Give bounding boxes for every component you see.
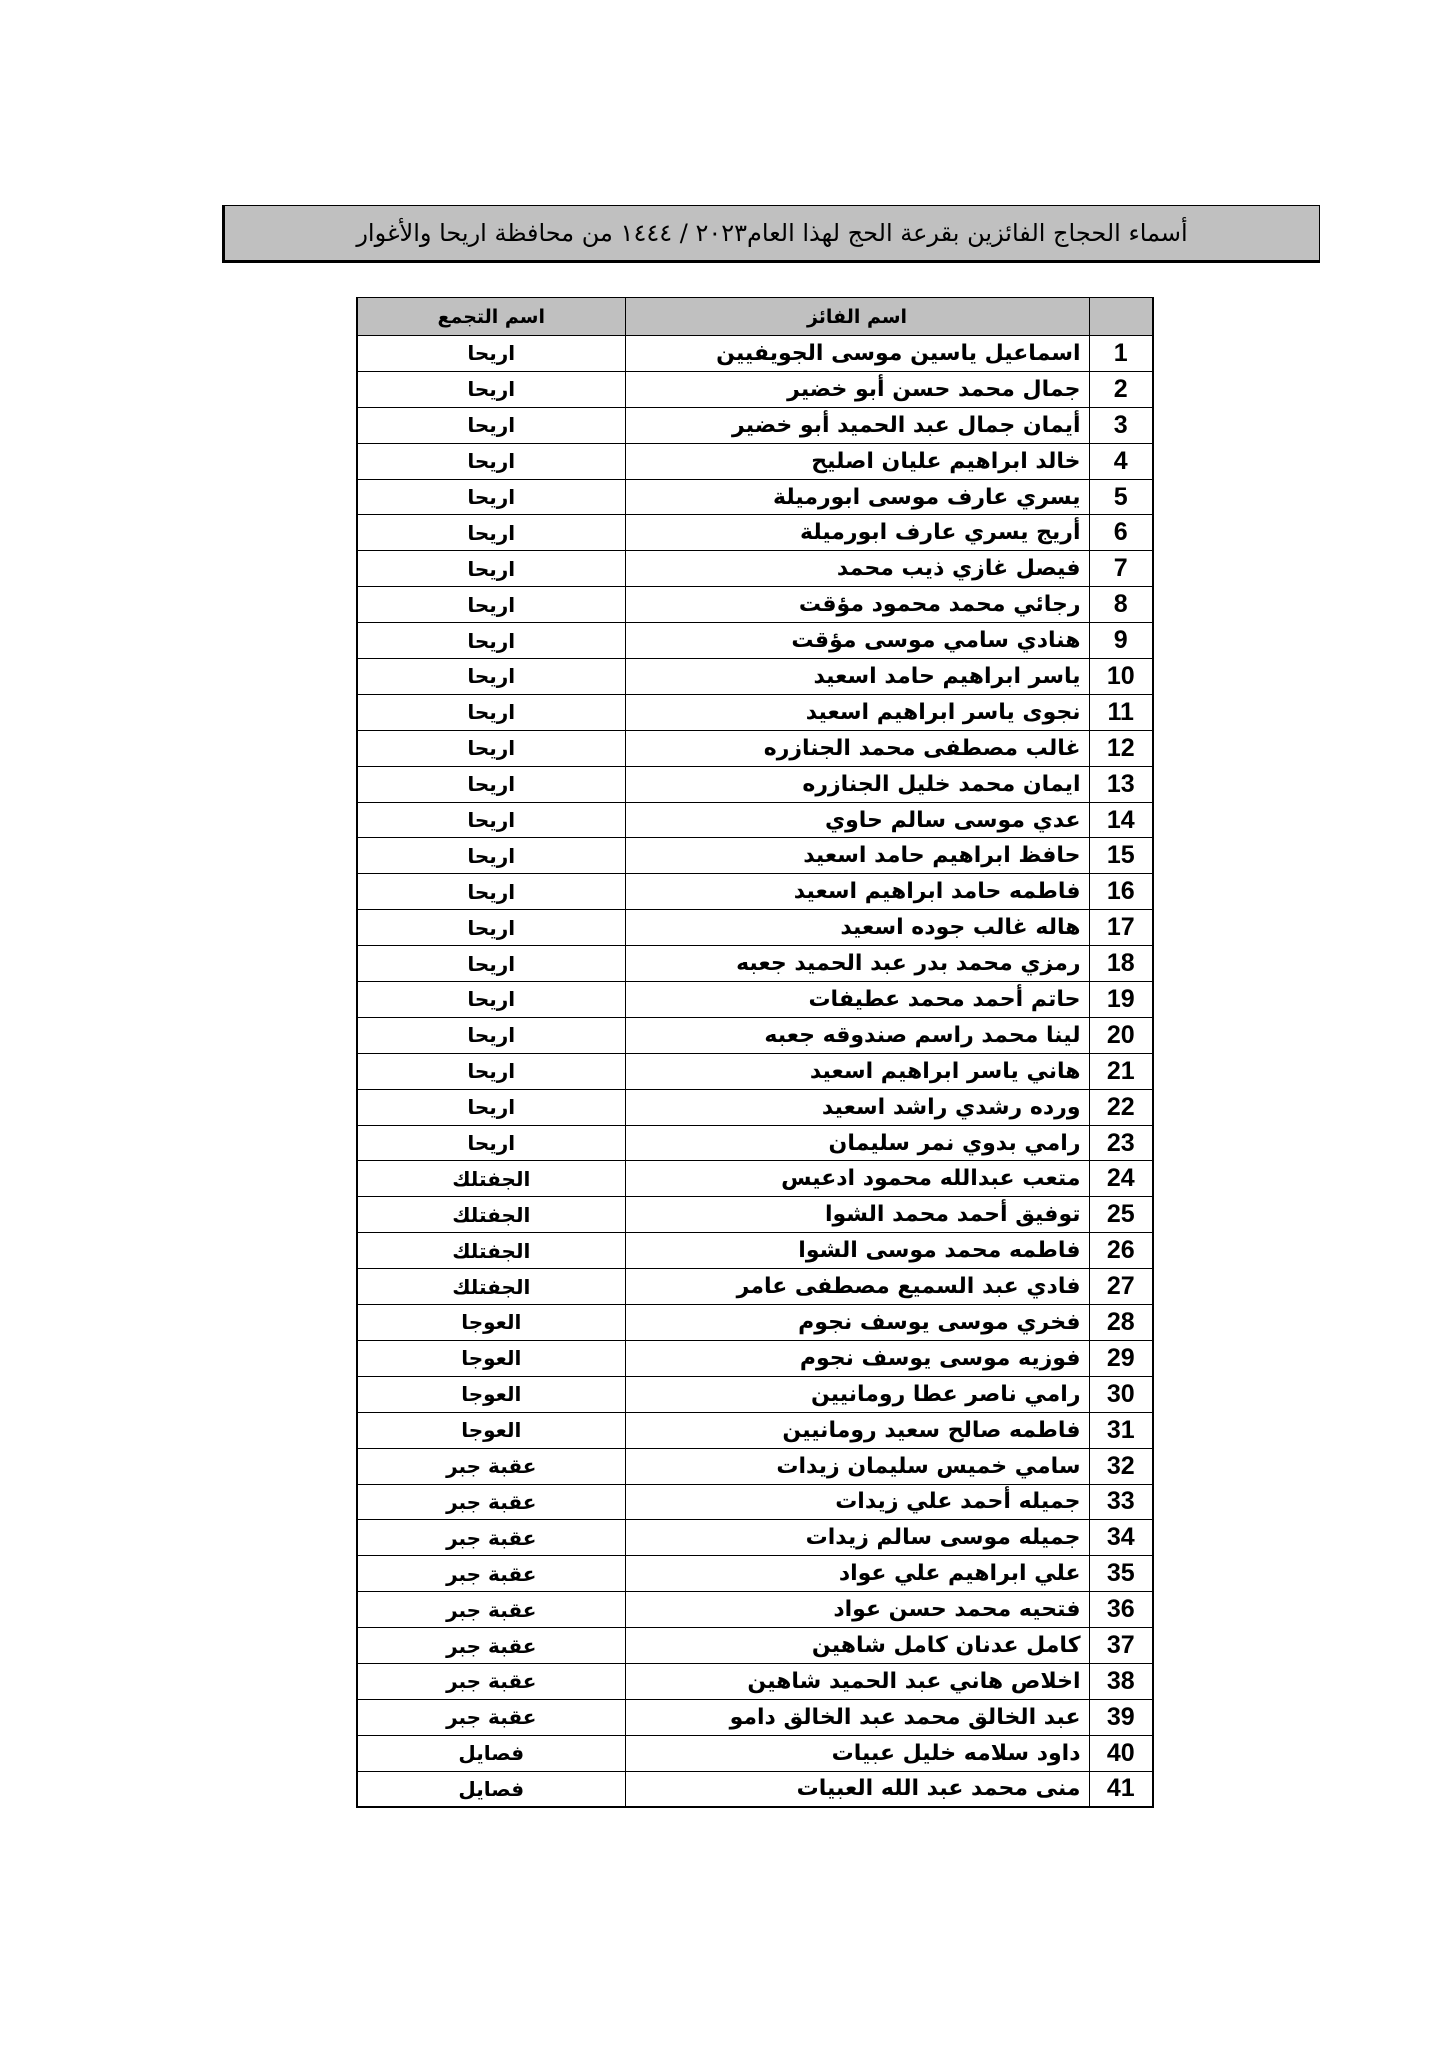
table-row (357, 1592, 1153, 1628)
table-row (357, 874, 1153, 910)
table-row (357, 1556, 1153, 1592)
winner-name: ورده رشدي راشد اسعيد (625, 1089, 1089, 1125)
winner-name: توفيق أحمد محمد الشوا (625, 1197, 1089, 1233)
group-name: العوجا (357, 1376, 625, 1412)
table-row (357, 910, 1153, 946)
group-name: اريحا (357, 587, 625, 623)
table-row (357, 623, 1153, 659)
table-row (357, 659, 1153, 695)
row-number: 4 (1089, 443, 1153, 479)
winner-name: خالد ابراهيم عليان اصليح (625, 443, 1089, 479)
group-name: العوجا (357, 1340, 625, 1376)
group-name: اريحا (357, 1089, 625, 1125)
table-row (357, 336, 1153, 372)
table-row (357, 515, 1153, 551)
group-name: اريحا (357, 1053, 625, 1089)
table-row (357, 1699, 1153, 1735)
winner-name: علي ابراهيم علي عواد (625, 1556, 1089, 1592)
group-name: اريحا (357, 336, 625, 372)
group-name: الجفتلك (357, 1161, 625, 1197)
table-row (357, 982, 1153, 1018)
winner-name: فادي عبد السميع مصطفى عامر (625, 1269, 1089, 1305)
group-name: اريحا (357, 766, 625, 802)
row-number: 13 (1089, 766, 1153, 802)
group-name: العوجا (357, 1305, 625, 1341)
group-name: اريحا (357, 623, 625, 659)
row-number: 41 (1089, 1771, 1153, 1807)
table-row (357, 1771, 1153, 1807)
table-row (357, 1233, 1153, 1269)
winner-name: رجائي محمد محمود مؤقت (625, 587, 1089, 623)
table-row (357, 802, 1153, 838)
winner-name: ايمان محمد خليل الجنازره (625, 766, 1089, 802)
row-number: 11 (1089, 694, 1153, 730)
page-title-text: أسماء الحجاج الفائزين بقرعة الحج لهذا العام٢٠٢٣ / ١٤٤٤ من محافظة اريحا والأغوار (356, 219, 1188, 247)
row-number: 16 (1089, 874, 1153, 910)
winner-name: اسماعيل ياسين موسى الجويفيين (625, 336, 1089, 372)
group-name: عقبة جبر (357, 1520, 625, 1556)
winner-name: نجوى ياسر ابراهيم اسعيد (625, 694, 1089, 730)
winner-name: فتحيه محمد حسن عواد (625, 1592, 1089, 1628)
winner-name: جميله موسى سالم زيدات (625, 1520, 1089, 1556)
group-name: اريحا (357, 371, 625, 407)
winners-table (356, 297, 1154, 1808)
table-row (357, 1663, 1153, 1699)
table-row (357, 551, 1153, 587)
row-number: 39 (1089, 1699, 1153, 1735)
header-winner-name: اسم الفائز (625, 298, 1089, 336)
winner-name: اخلاص هاني عبد الحميد شاهين (625, 1663, 1089, 1699)
table-row (357, 1197, 1153, 1233)
group-name: الجفتلك (357, 1233, 625, 1269)
group-name: العوجا (357, 1412, 625, 1448)
winner-name: هاله غالب جوده اسعيد (625, 910, 1089, 946)
group-name: اريحا (357, 802, 625, 838)
page-title (222, 205, 1320, 263)
winner-name: كامل عدنان كامل شاهين (625, 1628, 1089, 1664)
row-number: 5 (1089, 479, 1153, 515)
winner-name: رامي بدوي نمر سليمان (625, 1125, 1089, 1161)
group-name: اريحا (357, 946, 625, 982)
row-number: 31 (1089, 1412, 1153, 1448)
row-number: 23 (1089, 1125, 1153, 1161)
winner-name: هنادي سامي موسى مؤقت (625, 623, 1089, 659)
winner-name: داود سلامه خليل عبيات (625, 1735, 1089, 1771)
winner-name: يسري عارف موسى ابورميلة (625, 479, 1089, 515)
row-number: 30 (1089, 1376, 1153, 1412)
group-name: اريحا (357, 659, 625, 695)
row-number: 6 (1089, 515, 1153, 551)
winner-name: أريج يسري عارف ابورميلة (625, 515, 1089, 551)
group-name: اريحا (357, 551, 625, 587)
table-row (357, 1735, 1153, 1771)
table-row (357, 1269, 1153, 1305)
row-number: 32 (1089, 1448, 1153, 1484)
row-number: 24 (1089, 1161, 1153, 1197)
group-name: الجفتلك (357, 1269, 625, 1305)
row-number: 10 (1089, 659, 1153, 695)
table-header-row (357, 298, 1153, 336)
table-row (357, 1412, 1153, 1448)
winner-name: منى محمد عبد الله العبيات (625, 1771, 1089, 1807)
header-number (1089, 298, 1153, 336)
row-number: 40 (1089, 1735, 1153, 1771)
group-name: اريحا (357, 694, 625, 730)
row-number: 14 (1089, 802, 1153, 838)
group-name: اريحا (357, 1125, 625, 1161)
group-name: عقبة جبر (357, 1663, 625, 1699)
winner-name: فاطمه حامد ابراهيم اسعيد (625, 874, 1089, 910)
table-body (357, 336, 1153, 1808)
table-row (357, 1053, 1153, 1089)
table-row (357, 838, 1153, 874)
group-name: عقبة جبر (357, 1592, 625, 1628)
winner-name: هاني ياسر ابراهيم اسعيد (625, 1053, 1089, 1089)
row-number: 18 (1089, 946, 1153, 982)
table-row (357, 766, 1153, 802)
winner-name: فيصل غازي ذيب محمد (625, 551, 1089, 587)
table-row (357, 1448, 1153, 1484)
winner-name: غالب مصطفى محمد الجنازره (625, 730, 1089, 766)
row-number: 12 (1089, 730, 1153, 766)
group-name: اريحا (357, 838, 625, 874)
winner-name: جمال محمد حسن أبو خضير (625, 371, 1089, 407)
group-name: فصايل (357, 1735, 625, 1771)
row-number: 22 (1089, 1089, 1153, 1125)
winner-name: جميله أحمد علي زيدات (625, 1484, 1089, 1520)
row-number: 3 (1089, 407, 1153, 443)
winner-name: سامي خميس سليمان زيدات (625, 1448, 1089, 1484)
group-name: اريحا (357, 479, 625, 515)
group-name: عقبة جبر (357, 1484, 625, 1520)
winner-name: رامي ناصر عطا رومانيين (625, 1376, 1089, 1412)
winner-name: فخري موسى يوسف نجوم (625, 1305, 1089, 1341)
row-number: 38 (1089, 1663, 1153, 1699)
table-row (357, 1520, 1153, 1556)
row-number: 20 (1089, 1017, 1153, 1053)
group-name: عقبة جبر (357, 1556, 625, 1592)
row-number: 37 (1089, 1628, 1153, 1664)
group-name: اريحا (357, 1017, 625, 1053)
group-name: عقبة جبر (357, 1448, 625, 1484)
table-row (357, 694, 1153, 730)
table-row (357, 407, 1153, 443)
row-number: 8 (1089, 587, 1153, 623)
table-row (357, 1125, 1153, 1161)
winner-name: حاتم أحمد محمد عطيفات (625, 982, 1089, 1018)
group-name: فصايل (357, 1771, 625, 1807)
row-number: 26 (1089, 1233, 1153, 1269)
row-number: 19 (1089, 982, 1153, 1018)
table-row (357, 1305, 1153, 1341)
group-name: اريحا (357, 874, 625, 910)
winner-name: فاطمه صالح سعيد رومانيين (625, 1412, 1089, 1448)
winner-name: فوزيه موسى يوسف نجوم (625, 1340, 1089, 1376)
group-name: الجفتلك (357, 1197, 625, 1233)
table-row (357, 1017, 1153, 1053)
table-row (357, 730, 1153, 766)
winner-name: رمزي محمد بدر عبد الحميد جعبه (625, 946, 1089, 982)
group-name: اريحا (357, 910, 625, 946)
row-number: 27 (1089, 1269, 1153, 1305)
row-number: 2 (1089, 371, 1153, 407)
row-number: 29 (1089, 1340, 1153, 1376)
group-name: عقبة جبر (357, 1699, 625, 1735)
group-name: اريحا (357, 982, 625, 1018)
table-row (357, 946, 1153, 982)
header-group-name: اسم التجمع (357, 298, 625, 336)
row-number: 15 (1089, 838, 1153, 874)
table-row (357, 371, 1153, 407)
row-number: 7 (1089, 551, 1153, 587)
winner-name: لينا محمد راسم صندوقه جعبه (625, 1017, 1089, 1053)
row-number: 25 (1089, 1197, 1153, 1233)
table-row (357, 587, 1153, 623)
table-row (357, 1161, 1153, 1197)
winner-name: متعب عبدالله محمود ادعيس (625, 1161, 1089, 1197)
row-number: 36 (1089, 1592, 1153, 1628)
winner-name: فاطمه محمد موسى الشوا (625, 1233, 1089, 1269)
winner-name: حافظ ابراهيم حامد اسعيد (625, 838, 1089, 874)
row-number: 21 (1089, 1053, 1153, 1089)
row-number: 9 (1089, 623, 1153, 659)
winner-name: عبد الخالق محمد عبد الخالق دامو (625, 1699, 1089, 1735)
group-name: عقبة جبر (357, 1628, 625, 1664)
table-row (357, 443, 1153, 479)
table-row (357, 1376, 1153, 1412)
winner-name: ياسر ابراهيم حامد اسعيد (625, 659, 1089, 695)
group-name: اريحا (357, 515, 625, 551)
group-name: اريحا (357, 730, 625, 766)
row-number: 1 (1089, 336, 1153, 372)
group-name: اريحا (357, 443, 625, 479)
row-number: 17 (1089, 910, 1153, 946)
table-row (357, 1628, 1153, 1664)
table-row (357, 1484, 1153, 1520)
winner-name: أيمان جمال عبد الحميد أبو خضير (625, 407, 1089, 443)
row-number: 35 (1089, 1556, 1153, 1592)
row-number: 28 (1089, 1305, 1153, 1341)
table-row (357, 1089, 1153, 1125)
table-row (357, 479, 1153, 515)
row-number: 33 (1089, 1484, 1153, 1520)
table-row (357, 1340, 1153, 1376)
group-name: اريحا (357, 407, 625, 443)
winner-name: عدي موسى سالم حاوي (625, 802, 1089, 838)
row-number: 34 (1089, 1520, 1153, 1556)
